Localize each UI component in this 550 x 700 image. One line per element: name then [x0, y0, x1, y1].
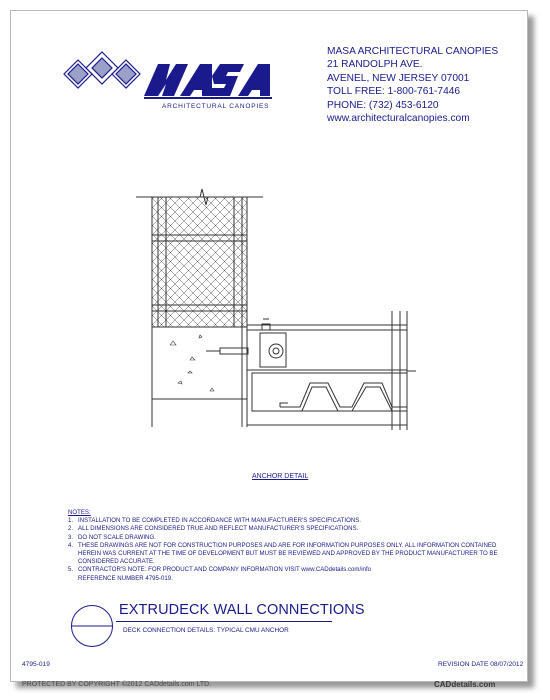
note-item — [68, 566, 508, 574]
anchor-detail-drawing — [130, 185, 420, 430]
caddetails-brand[interactable]: CADdetails.com — [434, 680, 496, 689]
reference-number: 4795-019 — [22, 661, 50, 668]
note-item — [68, 525, 508, 533]
reference-text: REFERENCE NUMBER 4795-019. — [78, 574, 173, 582]
detail-label: ANCHOR DETAIL — [252, 473, 309, 480]
anchor-bolt — [220, 348, 248, 354]
deck-profile — [290, 383, 407, 407]
note-text: DO NOT SCALE DRAWING. — [78, 533, 156, 541]
note-text: INSTALLATION TO BE COMPLETED IN ACCORDANCE WITH MANUFACTURER'S SPECIFICATIONS. — [78, 517, 361, 525]
note-text: ALL DIMENSIONS ARE CONSIDERED TRUE AND REFLECT MANUFACTURER'S SPECIFICATIONS. — [78, 525, 359, 533]
company-name: MASA ARCHITECTURAL CANOPIES — [327, 46, 499, 57]
revision-date: REVISION DATE 08/07/2012 — [438, 661, 524, 668]
note-text: THESE DRAWINGS ARE NOT FOR CONSTRUCTION PURPOSES AND ARE FOR INFORMATION PURPOSES ONLY. ALL INFORMATION CONTAINED HEREIN WAS CURRENT AT THE TIME OF DEVELOPMENT BUT MUST BE REVIEWED AND APPROVED BY THE PRODUCT MANUFACTURER TO BE CONSIDERED ACCURATE. — [78, 541, 498, 566]
note-number: 4. — [68, 541, 74, 549]
company-address-line2: AVENEL, NEW JERSEY 07001 — [327, 72, 470, 84]
note-item — [68, 542, 508, 567]
fastener-bolt — [269, 344, 283, 358]
note-reference — [68, 575, 508, 583]
note-item — [68, 534, 508, 542]
drawing-subtitle: DECK CONNECTION DETAILS: TYPICAL CMU ANCHOR — [123, 627, 289, 634]
drawing-svg — [130, 185, 420, 430]
notes-header: NOTES: — [68, 509, 91, 516]
note-item — [68, 517, 508, 525]
copyright-notice: PROTECTED BY COPYRIGHT ©2012 CADdetails.com LTD. — [22, 681, 212, 688]
logo-diamonds — [64, 52, 140, 88]
company-tollfree: TOLL FREE: 1-800-761-7446 — [327, 86, 461, 98]
logo-graphic — [62, 46, 292, 116]
note-text: CONTRACTOR'S NOTE: FOR PRODUCT AND COMPANY INFORMATION VISIT www.CADdetails.com/info — [78, 566, 372, 574]
title-underline — [116, 621, 332, 622]
note-number: 5. — [68, 566, 74, 574]
deck-box — [252, 373, 407, 411]
notes-section — [68, 509, 508, 583]
company-address-line1: 21 RANDOLPH AVE. — [327, 59, 423, 71]
fascia-beam — [247, 330, 407, 370]
logo-subtitle: ARCHITECTURAL CANOPIES — [162, 103, 270, 110]
note-number: 1. — [68, 517, 74, 525]
drawing-title: EXTRUDECK WALL CONNECTIONS — [119, 602, 365, 618]
note-number: 3. — [68, 533, 74, 541]
company-website[interactable]: www.architecturalcanopies.com — [327, 113, 470, 125]
logo-letters — [144, 64, 272, 99]
note-number: 2. — [68, 525, 74, 533]
company-info — [327, 45, 498, 125]
title-circle-symbol — [70, 604, 114, 648]
company-phone: PHONE: (732) 453-6120 — [327, 99, 439, 111]
masa-logo — [62, 46, 292, 116]
